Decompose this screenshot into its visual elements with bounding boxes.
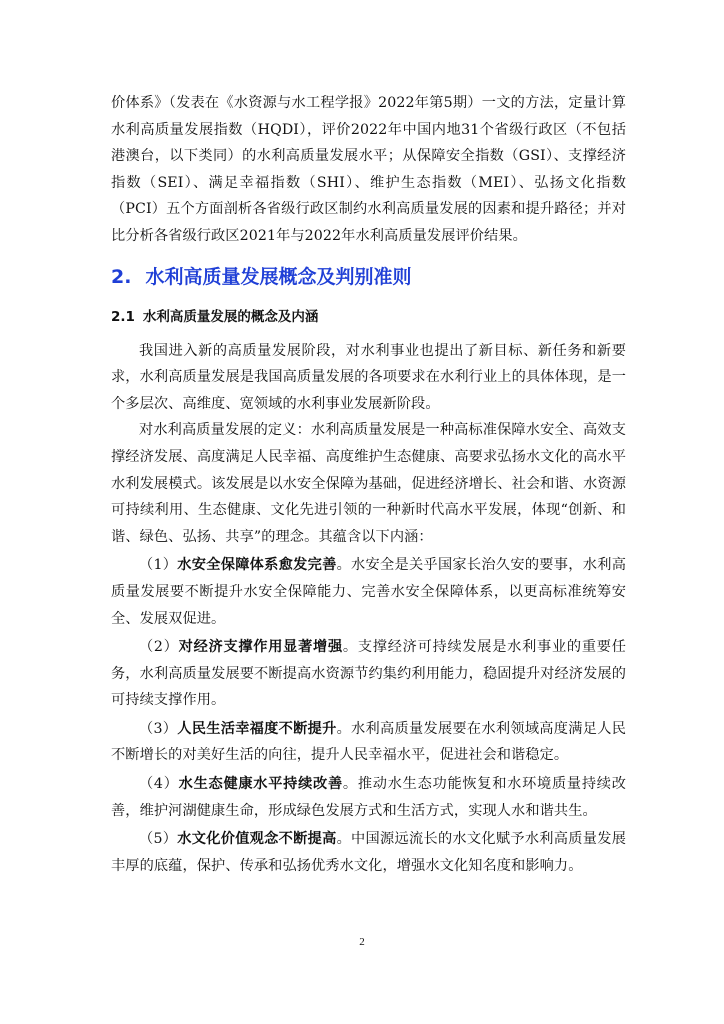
- item-number: （2）: [139, 639, 179, 656]
- list-item: [111, 552, 626, 632]
- page-number: 2: [359, 936, 365, 948]
- item-text: 。推动水生态功能恢复和水环境质量持续改善，维护河湖健康生命，形成绿色发展方式和生活方式，实现人水和谐共生。: [111, 776, 626, 819]
- section-number: 2.: [111, 265, 132, 288]
- item-number: （5）: [139, 831, 178, 848]
- item-text: 。支撑经济可持续发展是水利事业的重要任务，水利高质量发展要不断提高水资源节约集约利用能力，稳固提升对经济发展的可持续支撑作用。: [111, 639, 626, 709]
- body-paragraph: 我国进入新的高质量发展阶段，对水利事业也提出了新目标、新任务和新要求，水利高质量发展是我国高质量发展的各项要求在水利行业上的具体体现，是一个多层次、高维度、宽领域的水利事业发展新阶段。: [111, 342, 626, 412]
- list-item: [111, 634, 626, 714]
- section-title: 水利高质量发展概念及判别准则: [145, 265, 412, 288]
- subsection-number: 2.1: [111, 308, 135, 325]
- item-heading: 水生态健康水平持续改善: [178, 776, 343, 793]
- item-text: 。水安全是关乎国家长治久安的要事，水利高质量发展要不断提升水安全保障能力、完善水安全保障体系，以更高标准统筹安全、发展双促进。: [111, 557, 626, 627]
- item-heading: 水文化价值观念不断提高: [177, 831, 337, 848]
- item-heading: 对经济支撑作用显著增强: [178, 639, 343, 656]
- list-item: [111, 826, 626, 879]
- item-number: （1）: [139, 557, 178, 574]
- list-item: [111, 771, 626, 824]
- intro-paragraph: 价体系》（发表在《水资源与水工程学报》2022年第5期）一文的方法，定量计算水利高质量发展指数（HQDI），评价2022年中国内地31个省级行政区（不包括港澳台，以下类同）的水利高质量发展水平；从保障安全指数（GSI）、支撑经济指数（SEI）、满足幸福指数（SHI）、维护生态指数（MEI）、弘扬文化指数（PCI）五个方面剖析各省级行政区制约水利高质量发展的因素和提升路径；并对比分析各省级行政区2021年与2022年水利高质量发展评价结果。: [111, 95, 626, 244]
- subsection-title: 水利高质量发展的概念及内涵: [142, 308, 319, 325]
- item-number: （4）: [139, 776, 179, 793]
- list-item: [111, 716, 626, 769]
- item-text: 。水利高质量发展要在水利领域高度满足人民不断增长的对美好生活的向往，提升人民幸福水平，促进社会和谐稳定。: [111, 720, 626, 764]
- page-content: [111, 90, 626, 879]
- item-text: 。中国源远流长的水文化赋予水利高质量发展丰厚的底蕴，保护、传承和弘扬优秀水文化，增强水文化知名度和影响力。: [111, 831, 626, 874]
- body-paragraph: 对水利高质量发展的定义：水利高质量发展是一种高标准保障水安全、高效支撑经济发展、高度满足人民幸福、高度维护生态健康、高要求弘扬水文化的高水平水利发展模式。该发展是以水安全保障为基础，促进经济增长、社会和谐、水资源可持续利用、生态健康、文化先进引领的一种新时代高水平发展，体现“创新、和谐、绿色、弘扬、共享”的理念。其蕴含以下内涵：: [111, 422, 626, 545]
- section-heading: [111, 262, 626, 292]
- subsection-heading: [111, 304, 626, 330]
- item-heading: 水安全保障体系愈发完善: [177, 557, 337, 574]
- item-heading: 人民生活幸福度不断提升: [177, 720, 337, 737]
- item-number: （3）: [139, 720, 178, 737]
